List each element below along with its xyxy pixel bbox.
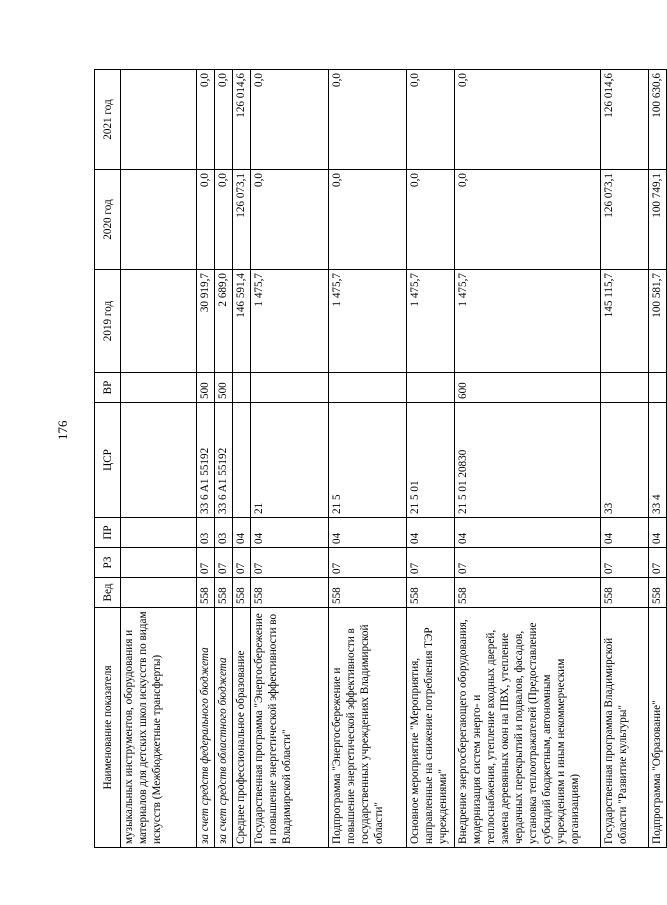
cell-rz: 07: [215, 548, 233, 578]
cell-ved: 558: [233, 578, 251, 608]
cell-pr: 04: [407, 518, 455, 548]
cell-2020: 100 749,1: [649, 170, 667, 270]
cell-2021: 100 630,6: [649, 70, 667, 170]
table-row: [215, 70, 233, 848]
cell-2019: 145 115,7: [601, 270, 649, 373]
cell-pr: 04: [455, 518, 601, 548]
cell-2021: 0,0: [455, 70, 601, 170]
cell-2019: 2 689,0: [215, 270, 233, 373]
cell-pr: [121, 518, 197, 548]
cell-csr: 33: [601, 403, 649, 518]
cell-vr: [601, 373, 649, 403]
cell-rz: [121, 548, 197, 578]
cell-pr: 04: [251, 518, 329, 548]
cell-ved: 558: [649, 578, 667, 608]
cell-name: Основное мероприятие "Мероприятия, направленные на снижение потребления ТЭР учреждениями": [407, 608, 455, 848]
cell-rz: 07: [197, 548, 215, 578]
table-row: [121, 70, 197, 848]
cell-2021: [121, 70, 197, 170]
cell-rz: 07: [251, 548, 329, 578]
cell-csr: 21 5: [329, 403, 407, 518]
cell-2019: [121, 270, 197, 373]
cell-2021: 126 014,6: [601, 70, 649, 170]
cell-vr: [649, 373, 667, 403]
cell-rz: 07: [601, 548, 649, 578]
header-pr: ПР: [95, 518, 121, 548]
cell-ved: 558: [197, 578, 215, 608]
cell-2021: 0,0: [197, 70, 215, 170]
cell-name: за счет средств федерального бюджета: [197, 608, 215, 848]
cell-vr: 600: [455, 373, 601, 403]
cell-2020: 0,0: [215, 170, 233, 270]
cell-2020: 0,0: [455, 170, 601, 270]
table-row: [407, 70, 455, 848]
budget-table: [94, 69, 667, 848]
cell-csr: 33 4: [649, 403, 667, 518]
cell-pr: 04: [329, 518, 407, 548]
cell-name: Государственная программа Владимирской области "Развитие культуры": [601, 608, 649, 848]
cell-pr: 04: [649, 518, 667, 548]
cell-2019: 1 475,7: [251, 270, 329, 373]
cell-pr: 04: [233, 518, 251, 548]
cell-2021: 0,0: [215, 70, 233, 170]
cell-pr: 03: [197, 518, 215, 548]
cell-2019: 1 475,7: [455, 270, 601, 373]
cell-rz: 07: [455, 548, 601, 578]
header-ved: Вед: [95, 578, 121, 608]
cell-csr: 33 6 A1 55192: [197, 403, 215, 518]
cell-2019: 1 475,7: [407, 270, 455, 373]
cell-name: музыкальных инструментов, оборудования и материалов для детских школ искусств по видам искусств (Межбюджетные трансферты): [121, 608, 197, 848]
cell-rz: 07: [649, 548, 667, 578]
cell-2021: 0,0: [329, 70, 407, 170]
page-number-text: 176: [55, 420, 70, 440]
cell-2019: 100 581,7: [649, 270, 667, 373]
cell-csr: [233, 403, 251, 518]
cell-name: Государственная программа "Энергосбережение и повышение энергетической эффективности во Владимирской области": [251, 608, 329, 848]
cell-csr: 21 5 01 20830: [455, 403, 601, 518]
cell-csr: [121, 403, 197, 518]
table-row: [455, 70, 601, 848]
cell-2019: 146 591,4: [233, 270, 251, 373]
cell-name: за счет средств областного бюджета: [215, 608, 233, 848]
cell-rz: 07: [233, 548, 251, 578]
cell-csr: 33 6 A1 55192: [215, 403, 233, 518]
cell-vr: [121, 373, 197, 403]
cell-vr: [233, 373, 251, 403]
cell-ved: 558: [215, 578, 233, 608]
cell-2019: 1 475,7: [329, 270, 407, 373]
cell-2021: 0,0: [407, 70, 455, 170]
table-row: [251, 70, 329, 848]
cell-2020: 126 073,1: [601, 170, 649, 270]
cell-name: Подпрограмма "Энергосбережение и повышение энергетической эффективности в государственных учреждениях Владимирской области": [329, 608, 407, 848]
header-csr: ЦСР: [95, 403, 121, 518]
cell-2020: 0,0: [407, 170, 455, 270]
cell-pr: 04: [601, 518, 649, 548]
cell-name: Внедрение энергосберегающего оборудования, модернизация систем энерго- и теплоснабжения, утепление входных дверей, замена деревянных окон на ПВХ, утепление чердачных перекрытий и подвалов, фасадов, установка теплоотражателей (Предоставление субсидий бюджетным, автономным учреждениям и иным некоммерческим организациям): [455, 608, 601, 848]
cell-2020: [121, 170, 197, 270]
cell-vr: [251, 373, 329, 403]
cell-vr: [329, 373, 407, 403]
header-vr: ВР: [95, 373, 121, 403]
cell-ved: [121, 578, 197, 608]
cell-2021: 0,0: [251, 70, 329, 170]
table-row: [197, 70, 215, 848]
table-row: [601, 70, 649, 848]
cell-vr: 500: [215, 373, 233, 403]
page-number: [0, 420, 70, 464]
cell-2020: 0,0: [197, 170, 215, 270]
cell-vr: 500: [197, 373, 215, 403]
cell-csr: 21: [251, 403, 329, 518]
cell-csr: 21 5 01: [407, 403, 455, 518]
cell-name: Среднее профессиональное образование: [233, 608, 251, 848]
cell-pr: 03: [215, 518, 233, 548]
header-2020: 2020 год: [95, 170, 121, 270]
header-2019: 2019 год: [95, 270, 121, 373]
header-name: Наименование показателя: [95, 608, 121, 848]
table-row: [233, 70, 251, 848]
cell-ved: 558: [329, 578, 407, 608]
cell-ved: 558: [407, 578, 455, 608]
budget-table-container: [94, 70, 663, 848]
header-rz: РЗ: [95, 548, 121, 578]
cell-ved: 558: [251, 578, 329, 608]
cell-rz: 07: [329, 548, 407, 578]
cell-2020: 126 073,1: [233, 170, 251, 270]
cell-2019: 30 919,7: [197, 270, 215, 373]
cell-name: Подпрограмма "Образование": [649, 608, 667, 848]
header-2021: 2021 год: [95, 70, 121, 170]
cell-2021: 126 014,6: [233, 70, 251, 170]
cell-ved: 558: [601, 578, 649, 608]
table-row: [649, 70, 667, 848]
cell-2020: 0,0: [329, 170, 407, 270]
table-row: [329, 70, 407, 848]
header-row: [95, 70, 121, 848]
cell-rz: 07: [407, 548, 455, 578]
cell-ved: 558: [455, 578, 601, 608]
cell-2020: 0,0: [251, 170, 329, 270]
cell-vr: [407, 373, 455, 403]
